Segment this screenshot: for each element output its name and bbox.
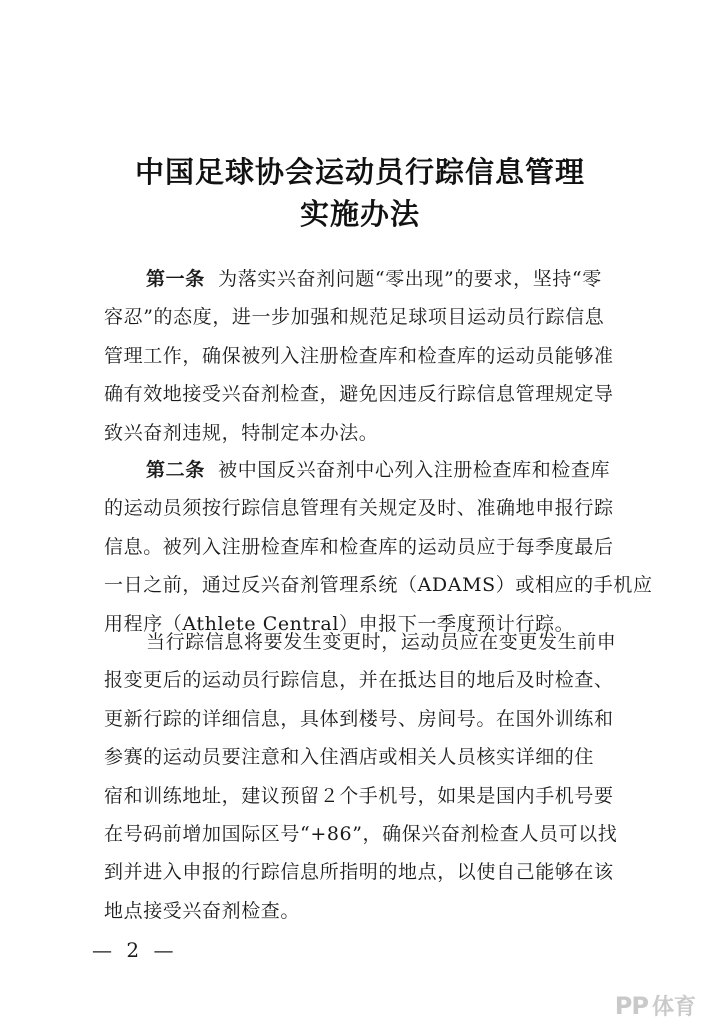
article-2 <box>104 451 653 643</box>
article-1-line-4: 确有效地接受兴奋剂检查，避免因违反行踪信息管理规定导 <box>104 383 614 406</box>
article-2-label: 第二条 <box>146 459 205 481</box>
paragraph-3-line-5: 宿和训练地址，建议预留２个手机号，如果是国内手机号要 <box>104 784 614 807</box>
paragraph-3-line-3: 更新行踪的详细信息，具体到楼号、房间号。在国外训练和 <box>104 707 614 730</box>
document-title-line1: 中国足球协会运动员行踪信息管理 <box>134 155 585 189</box>
page-number: — 2 — <box>92 938 178 962</box>
article-1-line-5: 致兴奋剂违规，特制定本办法。 <box>104 421 379 444</box>
article-1-label: 第一条 <box>146 268 205 290</box>
paragraph-3-line-2: 报变更后的运动员行踪信息，并在抵达目的地后及时检查、 <box>104 669 614 692</box>
article-1-line-2: 容忍”的态度，进一步加强和规范足球项目运动员行踪信息 <box>104 306 605 329</box>
article-2-line-4: 一日之前，通过反兴奋剂管理系统（ADAMS）或相应的手机应 <box>104 574 653 597</box>
paragraph-3-line-4: 参赛的运动员要注意和入住酒店或相关人员核实详细的住 <box>104 746 595 769</box>
paragraph-3-line-1: 当行踪信息将要发生变更时，运动员应在变更发生前申 <box>146 631 617 653</box>
article-2-line-1: 第二条 被中国反兴奋剂中心列入注册检查库和检查库 <box>146 459 611 481</box>
paragraph-3-line-7: 到并进入申报的行踪信息所指明的地点，以使自己能够在该 <box>104 861 614 884</box>
paragraph-3 <box>104 623 624 930</box>
watermark-text: 体育 <box>651 995 696 1020</box>
pp-logo-icon: PP <box>614 991 648 1020</box>
document-title-line2: 实施办法 <box>299 197 420 231</box>
paragraph-3-line-8: 地点接受兴奋剂检查。 <box>104 899 301 922</box>
article-2-line-2: 的运动员须按行踪信息管理有关规定及时、准确地申报行踪 <box>104 497 614 520</box>
pp-sports-watermark-logo <box>615 990 696 1021</box>
article-2-line-5: 用程序（Athlete Central）申报下一季度预计行踪。 <box>104 612 575 635</box>
article-1 <box>104 260 624 452</box>
paragraph-3-line-6: 在号码前增加国际区号“+86”，确保兴奋剂检查人员可以找 <box>104 822 618 845</box>
article-2-line-3: 信息。被列入注册检查库和检查库的运动员应于每季度最后 <box>104 535 614 558</box>
article-1-line-1: 第一条 为落实兴奋剂问题“零出现”的要求，坚持“零 <box>146 268 602 290</box>
article-1-line-3: 管理工作，确保被列入注册检查库和检查库的运动员能够准 <box>104 344 614 367</box>
